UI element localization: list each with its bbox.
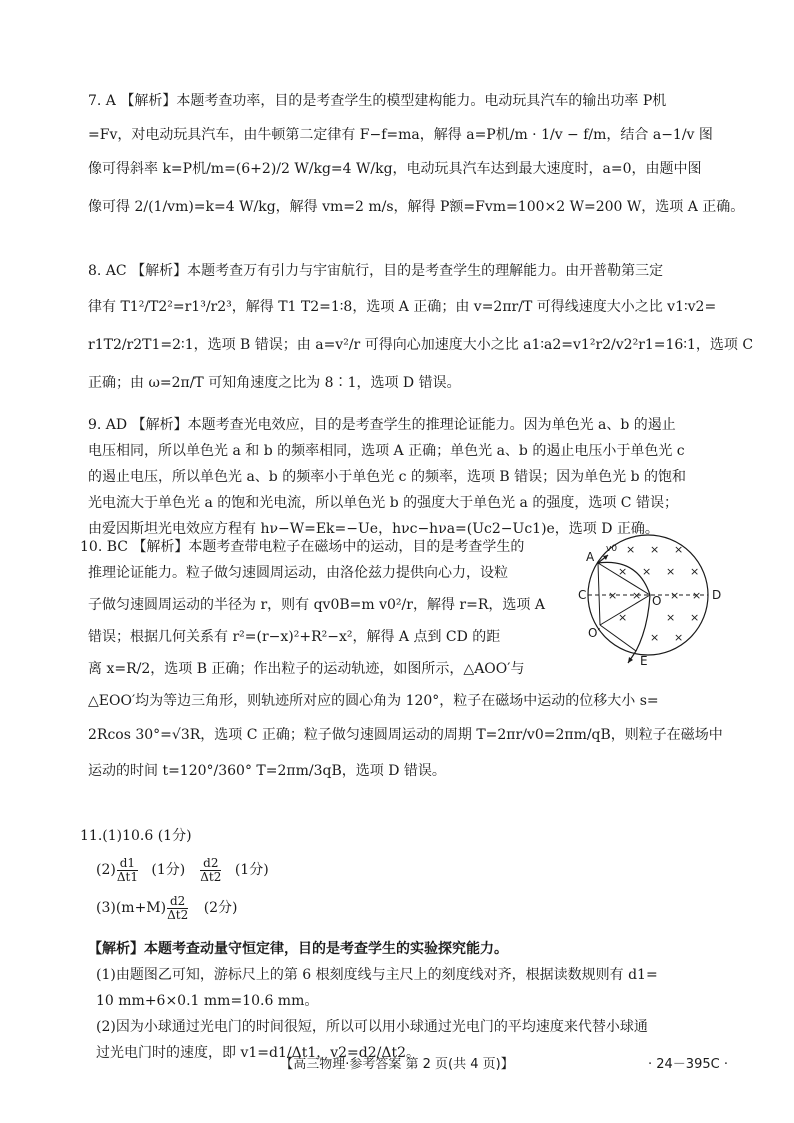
q7-line: 7. A 【解析】本题考查功率，目的是考查学生的模型建构能力。电动玩具汽车的输出功率 P机 <box>88 93 667 109</box>
q11-line: (1)由题图乙可知，游标尺上的第 6 根刻度线与主尺上的刻度线对齐，根据读数规则有 d1= <box>96 967 658 983</box>
fraction-d1-dt1: $\frac{d1}{\Delta t1}$ <box>116 855 138 884</box>
question-11-analysis <box>88 936 720 1066</box>
question-9-analysis <box>88 412 720 542</box>
q8-line: 律有 T1²/T2²=r1³/r2³，解得 T1 T2=1∶8，选项 A 正确；由 v=2πr/T 可得线速度大小之比 v1∶v2= <box>88 299 717 315</box>
svg-text:×: × <box>650 631 660 644</box>
exit-arrowhead <box>628 657 633 663</box>
a2-prefix: (2) <box>96 862 116 878</box>
q11-line: 10 mm+6×0.1 mm=10.6 mm。 <box>96 993 319 1009</box>
svg-text:×: × <box>666 565 676 578</box>
label-o-prime: O′ <box>588 626 601 640</box>
q7-line: =Fv，对电动玩具汽车，由牛顿第二定律有 F−f=ma，解得 a=P机/m · 1/v − f/m，结合 a−1/v 图 <box>88 127 713 143</box>
q7-line: 像可得 2/(1/vm)=k=4 W/kg，解得 vm=2 m/s，解得 P额=Fvm=100×2 W=200 W，选项 A 正确。 <box>88 199 745 215</box>
svg-text:×: × <box>618 611 628 624</box>
q10-line: 10. BC 【解析】本题考查带电粒子在磁场中的运动，目的是考查学生的 <box>80 539 525 555</box>
svg-text:×: × <box>608 589 618 602</box>
label-e: E <box>640 654 648 668</box>
svg-text:×: × <box>626 543 636 556</box>
q9-line: 由爱因斯坦光电效应方程有 hν−W=Ek=−Ue，hνc−hνa=(Uc2−Uc1)e，选项 D 正确。 <box>88 521 659 537</box>
q10-line: 离 x=R/2，选项 B 正确；作出粒子的运动轨迹，如图所示，△AOO′与 <box>88 661 525 677</box>
q10-line: △EOO′均为等边三角形，则轨迹所对应的圆心角为 120°，粒子在磁场中运动的位移大小 s= <box>88 693 659 709</box>
q11-line: 过光电门时的速度，即 v1=d1/Δt1，v2=d2/Δt2。 <box>96 1045 421 1061</box>
q9-line: 光电流大于单色光 a 的饱和光电流，所以单色光 b 的强度大于单色光 a 的强度，选项 C 错误； <box>88 495 678 511</box>
label-c: C <box>578 588 587 602</box>
q10-line: 运动的时间 t=120°/360° T=2πm/3qB，选项 D 错误。 <box>88 763 446 779</box>
q11-answer-1: 11.(1)10.6 (1分) <box>80 828 192 844</box>
q8-line: 8. AC 【解析】本题考查万有引力与宇宙航行，目的是考查学生的理解能力。由开普勒第三定 <box>88 263 664 279</box>
svg-text:×: × <box>690 611 700 624</box>
q8-line: r1T2/r2T1=2∶1，选项 B 错误；由 a=v²/r 可得向心加速度大小之比 a1∶a2=v1²r2/v2²r1=16∶1，选项 C <box>88 337 754 353</box>
score-2: (1分) <box>234 862 269 878</box>
label-v0: v0 <box>606 544 618 554</box>
ao-prime-line <box>598 563 600 625</box>
q10-line: 2Rcos 30°=√3R，选项 C 正确；粒子做匀速圆周运动的周期 T=2πr/v0=2πm/qB，则粒子在磁场中 <box>88 727 723 743</box>
q9-line: 电压相同，所以单色光 a 和 b 的频率相同，选项 A 正确；单色光 a、b 的遏止电压小于单色光 c <box>88 443 685 459</box>
question-7-analysis <box>88 88 745 220</box>
q11-answer-3 <box>96 894 238 922</box>
svg-text:×: × <box>666 611 676 624</box>
score-3: (2分) <box>203 900 238 916</box>
svg-text:×: × <box>674 543 684 556</box>
q10-line: 错误；根据几何关系有 r²=(r−x)²+R²−x²，解得 A 点到 CD 的距 <box>88 629 501 645</box>
svg-text:×: × <box>642 565 652 578</box>
svg-text:×: × <box>670 589 680 602</box>
svg-text:×: × <box>618 565 628 578</box>
document-code: · 24－395C · <box>648 1057 728 1072</box>
q10-line: 推理论证能力。粒子做匀速圆周运动，由洛伦兹力提供向心力，设粒 <box>88 565 508 581</box>
fraction-d2-dt2: $\frac{d2}{\Delta t2}$ <box>200 855 222 884</box>
svg-text:×: × <box>692 589 702 602</box>
q11-analysis-head: 【解析】本题考查动量守恒定律，目的是考查学生的实验探究能力。 <box>88 941 508 957</box>
svg-text:×: × <box>674 631 684 644</box>
velocity-arrowhead <box>603 555 608 560</box>
fraction-d2-dt2: $\frac{d2}{\Delta t2}$ <box>167 893 189 922</box>
magnetic-field-diagram <box>578 533 728 668</box>
svg-text:×: × <box>650 543 660 556</box>
label-d: D <box>712 588 722 602</box>
a3-prefix: (3)(m+M) <box>96 900 167 916</box>
q7-line: 像可得斜率 k=P机/m=(6+2)/2 W/kg=4 W/kg，电动玩具汽车达到最大速度时，a=0，由题中图 <box>88 161 702 177</box>
page-footer: 【高三物理·参考答案 第 2 页(共 4 页)】 <box>280 1057 514 1072</box>
q9-line: 9. AD 【解析】本题考查光电效应，目的是考查学生的推理论证能力。因为单色光 a、b 的遏止 <box>88 417 676 433</box>
q9-line: 的遏止电压，所以单色光 a、b 的频率小于单色光 c 的频率，选项 B 错误；因为单色光 b 的饱和 <box>88 469 686 485</box>
q10-line: 子做匀速圆周运动的半径为 r，则有 qv0B=m v0²/r，解得 r=R，选项 A <box>88 597 545 613</box>
question-10-analysis-cont <box>88 688 723 784</box>
svg-text:×: × <box>690 565 700 578</box>
label-a: A <box>586 550 595 564</box>
q11-line: (2)因为小球通过光电门的时间很短，所以可以用小球通过光电门的平均速度来代替小球通 <box>96 1019 648 1035</box>
label-o: O <box>652 594 662 608</box>
svg-text:×: × <box>632 589 642 602</box>
q11-answer-2 <box>96 856 269 884</box>
q8-line: 正确；由 ω=2π/T 可知角速度之比为 8∶1，选项 D 错误。 <box>88 375 461 391</box>
score-1: (1分) <box>151 862 186 878</box>
question-8-analysis <box>88 258 754 396</box>
question-10-analysis <box>80 534 560 682</box>
